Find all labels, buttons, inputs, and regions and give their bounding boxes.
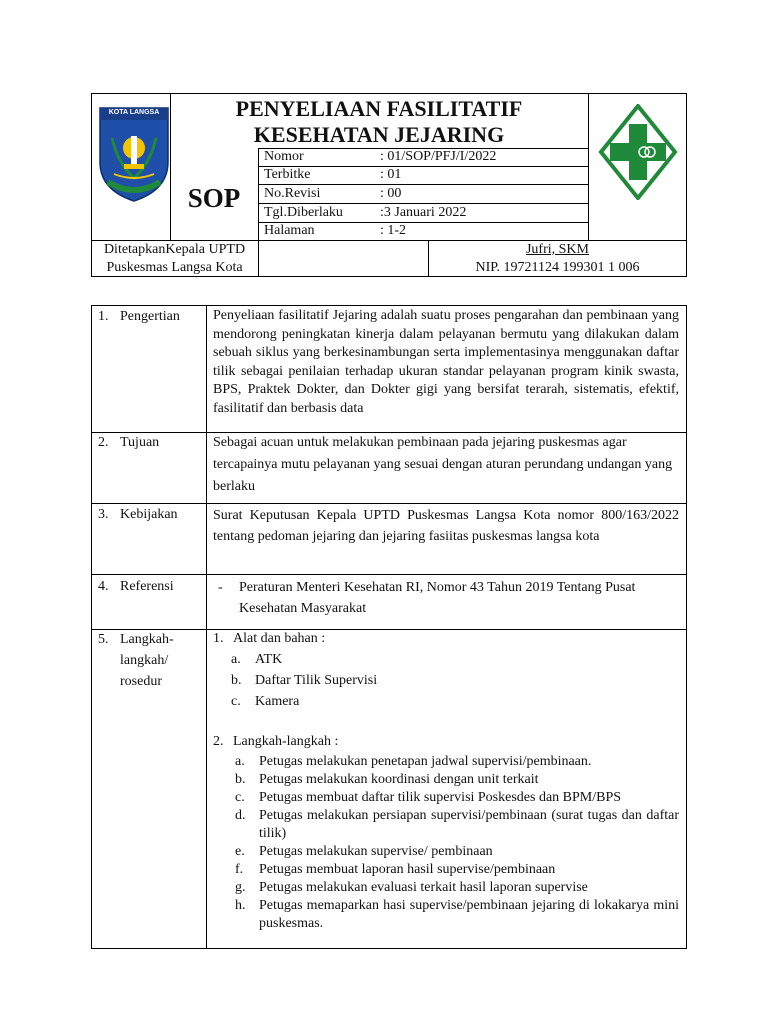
section-text: Penyeliaan fasilitatif Jejaring adalah suatu proses pengarahan dan pembinaan yang mendorong peningkatan kinerja dalam pelayanan bermutu yang dilakukan dalam sebuah siklus yang berkesinambungan serta implementasinya menggunakan daftar tilik sebagai penilaian terhadap ukuran standar pelayanan program kinik swasta, BPS, Praktek Dokter, dan Dokter gigi yang bersifat terarah, sistematis, efektif, fasilitatif dan berbasis data bbox=[213, 308, 679, 416]
meta-value: : 01 bbox=[380, 167, 402, 182]
list-text: Daftar Tilik Supervisi bbox=[255, 673, 378, 688]
signer-role-line: Puskesmas Langsa Kota bbox=[106, 260, 243, 275]
section-number: 3. bbox=[98, 507, 109, 522]
logo-text: KOTA LANGSA bbox=[108, 109, 160, 116]
meta-value: : 01/SOP/PFJ/I/2022 bbox=[380, 149, 497, 164]
list-marker: h. bbox=[235, 898, 246, 913]
list-marker: a. bbox=[235, 754, 245, 769]
section-label bbox=[98, 433, 159, 453]
section-name: Pengertian bbox=[120, 309, 180, 324]
signer-info bbox=[428, 241, 687, 277]
signer-nip: NIP. 19721124 199301 1 006 bbox=[475, 260, 640, 275]
signer-role bbox=[91, 241, 258, 277]
list-marker: a. bbox=[231, 652, 241, 667]
section-name: Referensi bbox=[120, 579, 174, 594]
list-marker: d. bbox=[235, 808, 246, 823]
list-marker: e. bbox=[235, 844, 245, 859]
group-title: Langkah-langkah : bbox=[233, 734, 339, 749]
list-marker: b. bbox=[235, 772, 246, 787]
section-name: langkah/ bbox=[120, 653, 169, 668]
meta-label: No.Revisi bbox=[264, 186, 321, 201]
sop-label: SOP bbox=[187, 183, 241, 213]
title-line: KESEHATAN JEJARING bbox=[253, 122, 505, 147]
meta-value: : 1-2 bbox=[380, 223, 407, 238]
puskesmas-logo bbox=[598, 104, 678, 200]
section-label bbox=[98, 577, 174, 597]
section-name: Langkah- bbox=[120, 632, 174, 647]
header-divider bbox=[588, 93, 589, 241]
section-text: Sebagai acuan untuk melakukan pembinaan pada jejaring puskesmas agar tercapainya mutu pelayanan yang sesuai dengan aturan perundang undangan yang berlaku bbox=[213, 435, 673, 494]
section-label bbox=[98, 307, 180, 327]
section-name: Tujuan bbox=[120, 435, 160, 450]
meta-label: Terbitke bbox=[264, 167, 311, 182]
signer-name: Jufri, SKM bbox=[525, 242, 589, 257]
table-divider bbox=[91, 629, 687, 630]
list-text: Petugas melakukan penetapan jadwal supervisi/pembinaan. bbox=[259, 754, 592, 769]
group-number: 1. bbox=[213, 631, 224, 646]
section-name: Kebijakan bbox=[120, 507, 178, 522]
signer-role-line: DitetapkanKepala UPTD bbox=[103, 242, 246, 257]
meta-value: : 00 bbox=[380, 186, 402, 201]
list-text: Petugas membuat daftar tilik supervisi Poskesdes dan BPM/BPS bbox=[259, 790, 622, 805]
meta-label: Halaman bbox=[264, 223, 315, 238]
table-divider bbox=[91, 503, 687, 504]
list-marker: b. bbox=[231, 673, 242, 688]
meta-label: Tgl.Diberlaku bbox=[264, 205, 343, 220]
group-number: 2. bbox=[213, 734, 224, 749]
list-text: Petugas memaparkan hasi supervise/pembinaan jejaring di lokakarya mini puskesmas. bbox=[259, 898, 679, 931]
list-text: Petugas melakukan supervise/ pembinaan bbox=[259, 844, 493, 859]
document-title bbox=[170, 96, 588, 148]
list-text: ATK bbox=[255, 652, 283, 667]
section-name: rosedur bbox=[120, 674, 162, 689]
section-text: Peraturan Menteri Kesehatan RI, Nomor 43 Tahun 2019 Tentang Pusat Kesehatan Masyarakat bbox=[239, 580, 636, 616]
section-number: 5. bbox=[98, 632, 109, 647]
list-text: Kamera bbox=[255, 694, 300, 709]
list-text: Petugas melakukan evaluasi terkait hasil laporan supervise bbox=[259, 880, 588, 895]
header-divider bbox=[258, 148, 259, 277]
meta-value: :3 Januari 2022 bbox=[380, 205, 467, 220]
reference-marker: - bbox=[218, 580, 223, 595]
list-marker: f. bbox=[235, 862, 244, 877]
kota-langsa-logo bbox=[98, 104, 170, 202]
list-marker: c. bbox=[231, 694, 241, 709]
meta-label: Nomor bbox=[264, 149, 304, 164]
section-label bbox=[98, 629, 174, 692]
section-label bbox=[98, 505, 178, 525]
list-text: Petugas membuat laporan hasil supervise/pembinaan bbox=[259, 862, 556, 877]
section-number: 2. bbox=[98, 435, 109, 450]
list-marker: g. bbox=[235, 880, 246, 895]
section-text: Surat Keputusan Kepala UPTD Puskesmas Langsa Kota nomor 800/163/2022 tentang pedoman jejaring dan jejaring fasiitas puskesmas langsa kota bbox=[213, 508, 679, 544]
table-divider bbox=[91, 574, 687, 575]
list-text: Petugas melakukan persiapan supervisi/pembinaan (surat tugas dan daftar tilik) bbox=[259, 808, 679, 841]
title-line: PENYELIAAN FASILITATIF bbox=[235, 96, 523, 121]
section-number: 4. bbox=[98, 579, 109, 594]
group-title: Alat dan bahan : bbox=[233, 631, 326, 646]
list-marker: c. bbox=[235, 790, 245, 805]
table-divider bbox=[206, 305, 207, 949]
list-text: Petugas melakukan koordinasi dengan unit terkait bbox=[259, 772, 539, 787]
section-number: 1. bbox=[98, 309, 109, 324]
